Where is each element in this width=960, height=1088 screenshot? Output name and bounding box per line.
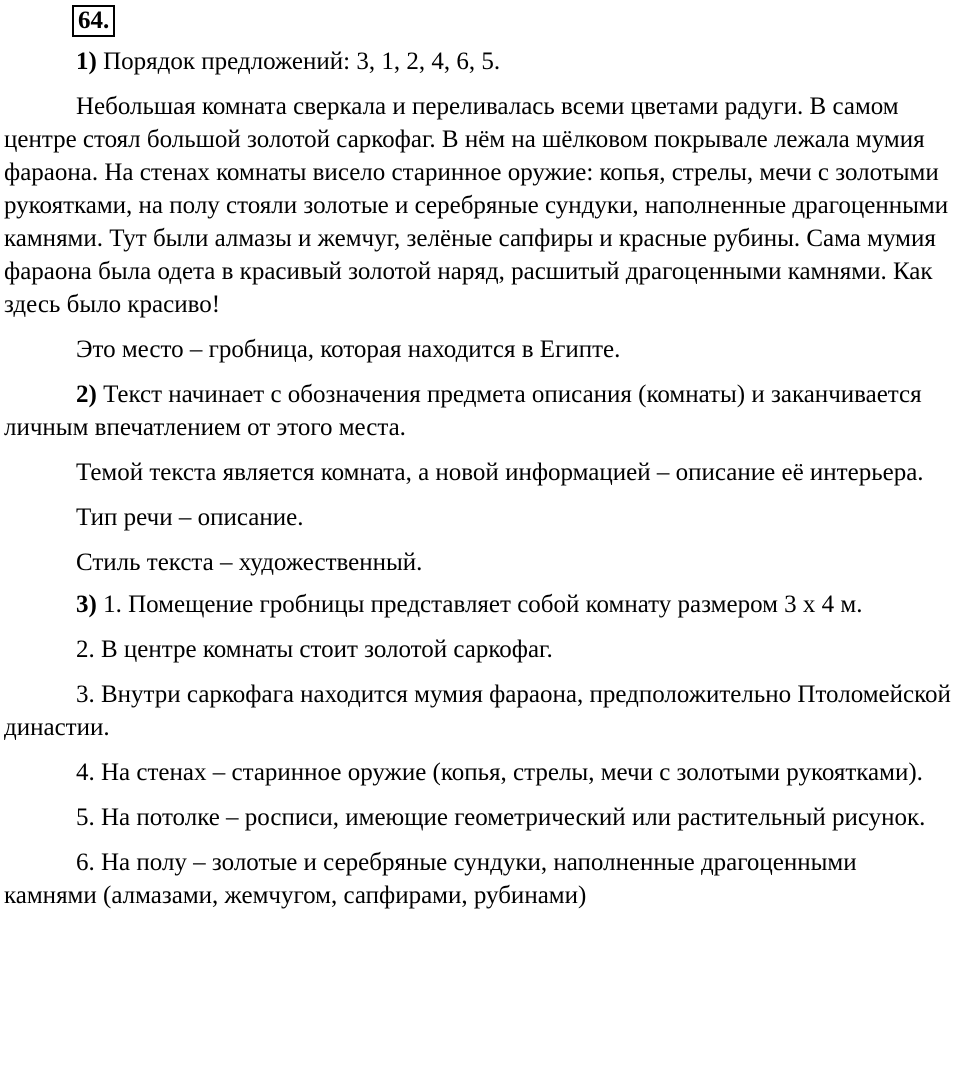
part3-item1 [4,588,954,621]
part1-place: Это место – гробница, которая находится в Египте. [76,336,621,363]
part2-style: Стиль текста – художественный. [76,549,423,576]
part1-order-text: Порядок предложений: 3, 1, 2, 4, 6, 5. [96,48,501,75]
part3-item3: 3. Внутри саркофага находится мумия фараона, предположительно Птоломейской династии. [4,681,951,741]
part3-item5: 5. На потолке – росписи, имеющие геометрический или растительный рисунок. [76,804,926,831]
part2-text-body: Текст начинает с обозначения предмета описания (комнаты) и заканчивается личным впечатлением от этого места. [4,381,922,441]
part2-speech-type: Тип речи – описание. [76,504,304,531]
part1-order [4,45,954,78]
part3-item4: 4. На стенах – старинное оружие (копья, стрелы, мечи с золотыми рукоятками). [76,759,923,786]
part2-text [4,378,954,444]
part3-item6: 6. На полу – золотые и серебряные сундуки, наполненные драгоценными камнями (алмазами, жемчугом, сапфирами, рубинами) [4,849,857,909]
exercise-number: 64. [72,5,115,37]
part1-marker: 1) [76,48,97,75]
part3-item2: 2. В центре комнаты стоит золотой саркофаг. [76,636,553,663]
part3-marker: 3) [76,591,97,618]
part3-item1-text: 1. Помещение гробницы представляет собой комнату размером 3 х 4 м. [96,591,863,618]
part1-paragraph: Небольшая комната сверкала и переливалась всеми цветами радуги. В самом центре стоял большой золотой саркофаг. В нём на шёлковом покрывале лежала мумия фараона. На стенах комнаты висело старинное оружие: копья, стрелы, мечи с золотыми рукоятками, на полу стояли золотые и серебряные сундуки, наполненные драгоценными камнями. Тут были алмазы и жемчуг, зелёные сапфиры и красные рубины. Сама мумия фараона была одета в красивый золотой наряд, расшитый драгоценными камнями. Как здесь было красиво! [4,93,949,318]
part2-marker: 2) [76,381,97,408]
part2-theme: Темой текста является комната, а новой информацией – описание её интерьера. [76,459,924,486]
